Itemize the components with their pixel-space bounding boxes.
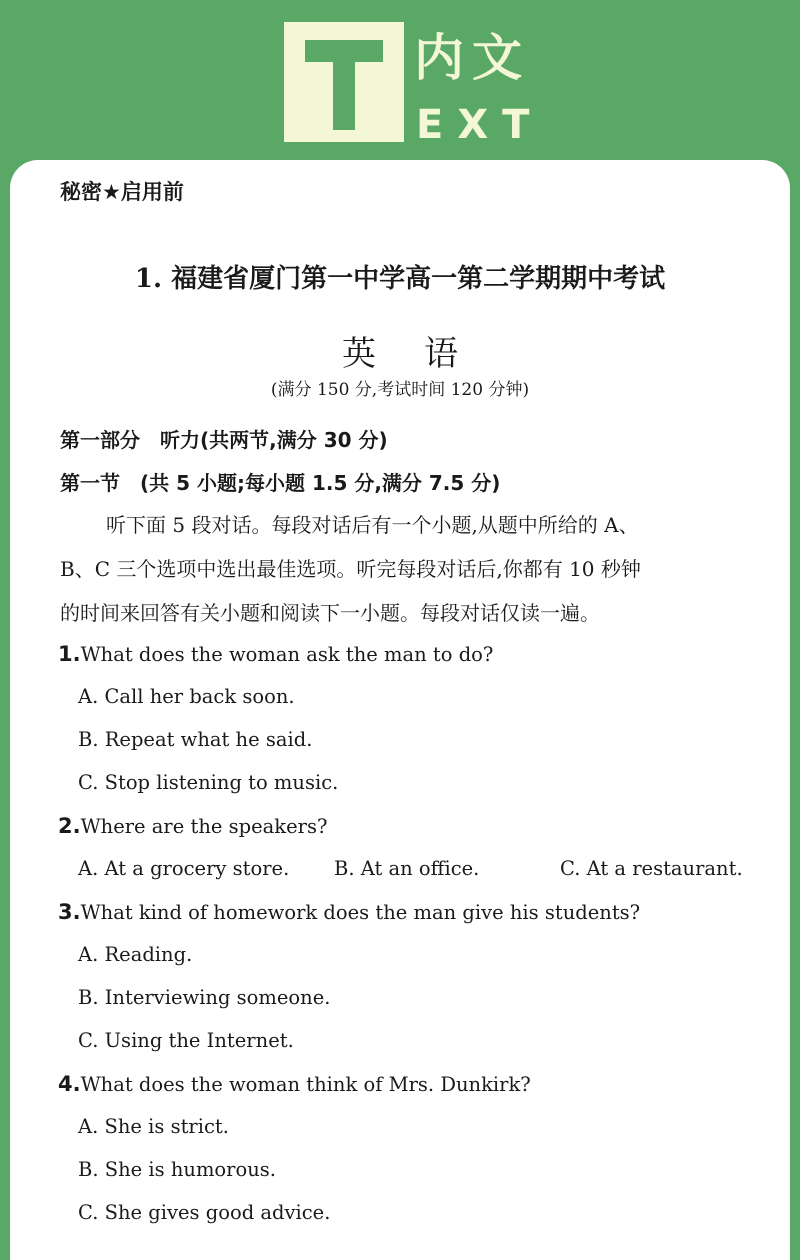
option-c: C. She gives good advice. [78,1201,331,1224]
text-badge-logo [284,22,404,142]
instructions-line: 的时间来回答有关小题和阅读下一小题。每段对话仅读一遍。 [60,601,600,625]
question-text: Where are the speakers? [80,815,328,838]
option-a: A. At a grocery store. [78,857,290,880]
question-number: 3. [58,900,81,924]
question-2 [58,814,327,838]
question-text: What kind of homework does the man give his students? [80,901,641,924]
option-c: C. At a restaurant. [560,857,743,880]
section-heading: 第一节 (共 5 小题;每小题 1.5 分,满分 7.5 分) [60,471,501,495]
question-number: 4. [58,1072,81,1096]
question-text: What does the woman ask the man to do? [80,643,494,666]
option-b: B. She is humorous. [78,1158,276,1181]
badge-en-label: EXT [416,102,544,148]
score-time-note: (满分 150 分,考试时间 120 分钟) [270,380,530,400]
option-b: B. Repeat what he said. [78,728,313,751]
confidential-label: 秘密★启用前 [60,180,184,204]
question-text: What does the woman think of Mrs. Dunkirk? [80,1073,531,1096]
question-3 [58,900,640,924]
instructions-line: B、C 三个选项中选出最佳选项。听完每段对话后,你都有 10 秒钟 [60,557,641,581]
option-c: C. Using the Internet. [78,1029,294,1052]
option-a: A. Call her back soon. [78,685,295,708]
question-number: 1. [58,642,81,666]
question-4 [58,1072,531,1096]
option-a: A. She is strict. [78,1115,229,1138]
badge-letter-t-stem [333,40,355,130]
exam-title: 1. 福建省厦门第一中学高一第二学期期中考试 [134,264,666,294]
option-c: C. Stop listening to music. [78,771,339,794]
question-1 [58,642,493,666]
badge-cn-label: 内文 [414,29,530,87]
subject-title: 英语 [342,334,506,374]
option-b: B. At an office. [334,857,480,880]
option-b: B. Interviewing someone. [78,986,331,1009]
option-a: A. Reading. [78,943,193,966]
question-number: 2. [58,814,81,838]
instructions-line: 听下面 5 段对话。每段对话后有一个小题,从题中所给的 A、 [106,513,639,537]
part-heading: 第一部分 听力(共两节,满分 30 分) [60,428,388,452]
